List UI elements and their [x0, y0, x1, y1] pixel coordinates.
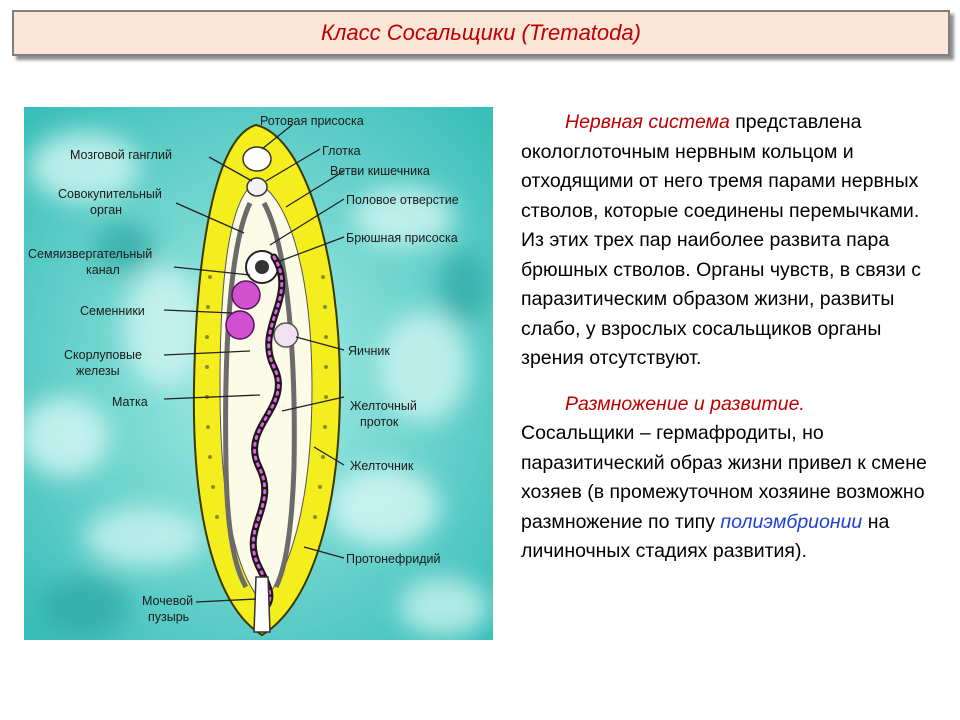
label-shell-glands-2: железы — [76, 364, 120, 378]
label-copulatory-organ-2: орган — [90, 203, 123, 217]
testis-upper — [232, 281, 260, 309]
label-intestine-branches: Ветви кишечника — [330, 164, 430, 178]
ventral-sucker-center — [255, 260, 269, 274]
pharynx — [247, 178, 267, 196]
label-uterus: Матка — [112, 395, 148, 409]
label-bladder-1: Мочевой — [142, 594, 194, 608]
label-copulatory-organ-1: Совокупительный — [58, 187, 162, 201]
title-bar — [12, 10, 950, 56]
bladder — [254, 577, 270, 632]
label-shell-glands-1: Скорлуповые — [64, 348, 142, 362]
label-protonephridium: Протонефридий — [346, 552, 441, 566]
fluke-anatomy-figure — [24, 107, 493, 640]
label-testes: Семенники — [80, 304, 145, 318]
fluke-diagram — [24, 107, 493, 640]
label-vitellarium: Желточник — [350, 459, 414, 473]
testis-lower — [226, 311, 254, 339]
label-ovary: Яичник — [348, 344, 390, 358]
paragraph-reproduction-body — [521, 419, 941, 567]
term-polyembryony: полиэмбрионии — [720, 510, 863, 533]
paragraph-nervous-system — [521, 108, 941, 374]
description-text — [521, 108, 941, 567]
paragraph-1-body: представлена окологлоточным нервным кольцом и отходящими от него тремя парами нервных стволов, которые соединены перемычками. Из этих трех пар наиболее развита пара брюшных стволов. Органы чувств, в связи с паразитическим образом жизни, развиты слабо, у взрослых сосальщиков органы зрения отсутствуют. — [521, 111, 922, 369]
label-genital-opening: Половое отверстие — [346, 193, 459, 207]
term-nervous-system: Нервная система — [565, 111, 730, 133]
label-seminal-duct-1: Семяизвергательный — [28, 247, 153, 261]
oral-sucker — [243, 147, 271, 171]
paragraph-2-body-b: на личиночных стадиях развития). — [521, 510, 890, 562]
ovary — [274, 323, 298, 347]
label-pharynx: Глотка — [322, 144, 361, 158]
label-vitelline-duct-1: Желточный — [350, 399, 417, 413]
slide-title: Класс Сосальщики (Trematoda) — [321, 20, 641, 45]
label-ventral-sucker: Брюшная присоска — [346, 231, 458, 245]
label-vitelline-duct-2: проток — [360, 415, 399, 429]
label-oral-sucker: Ротовая присоска — [260, 114, 364, 128]
term-reproduction: Размножение и развитие. — [565, 392, 805, 415]
paragraph-reproduction-heading — [521, 390, 941, 420]
label-seminal-duct-2: канал — [86, 263, 120, 277]
label-bladder-2: пузырь — [148, 610, 190, 624]
paragraph-2-body-a: Сосальщики – гермафродиты, но паразитический образ жизни привел к смене хозяев (в промежуточном хозяине возможно размножение по типу — [521, 422, 927, 533]
label-brain-ganglion: Мозговой ганглий — [70, 148, 172, 162]
